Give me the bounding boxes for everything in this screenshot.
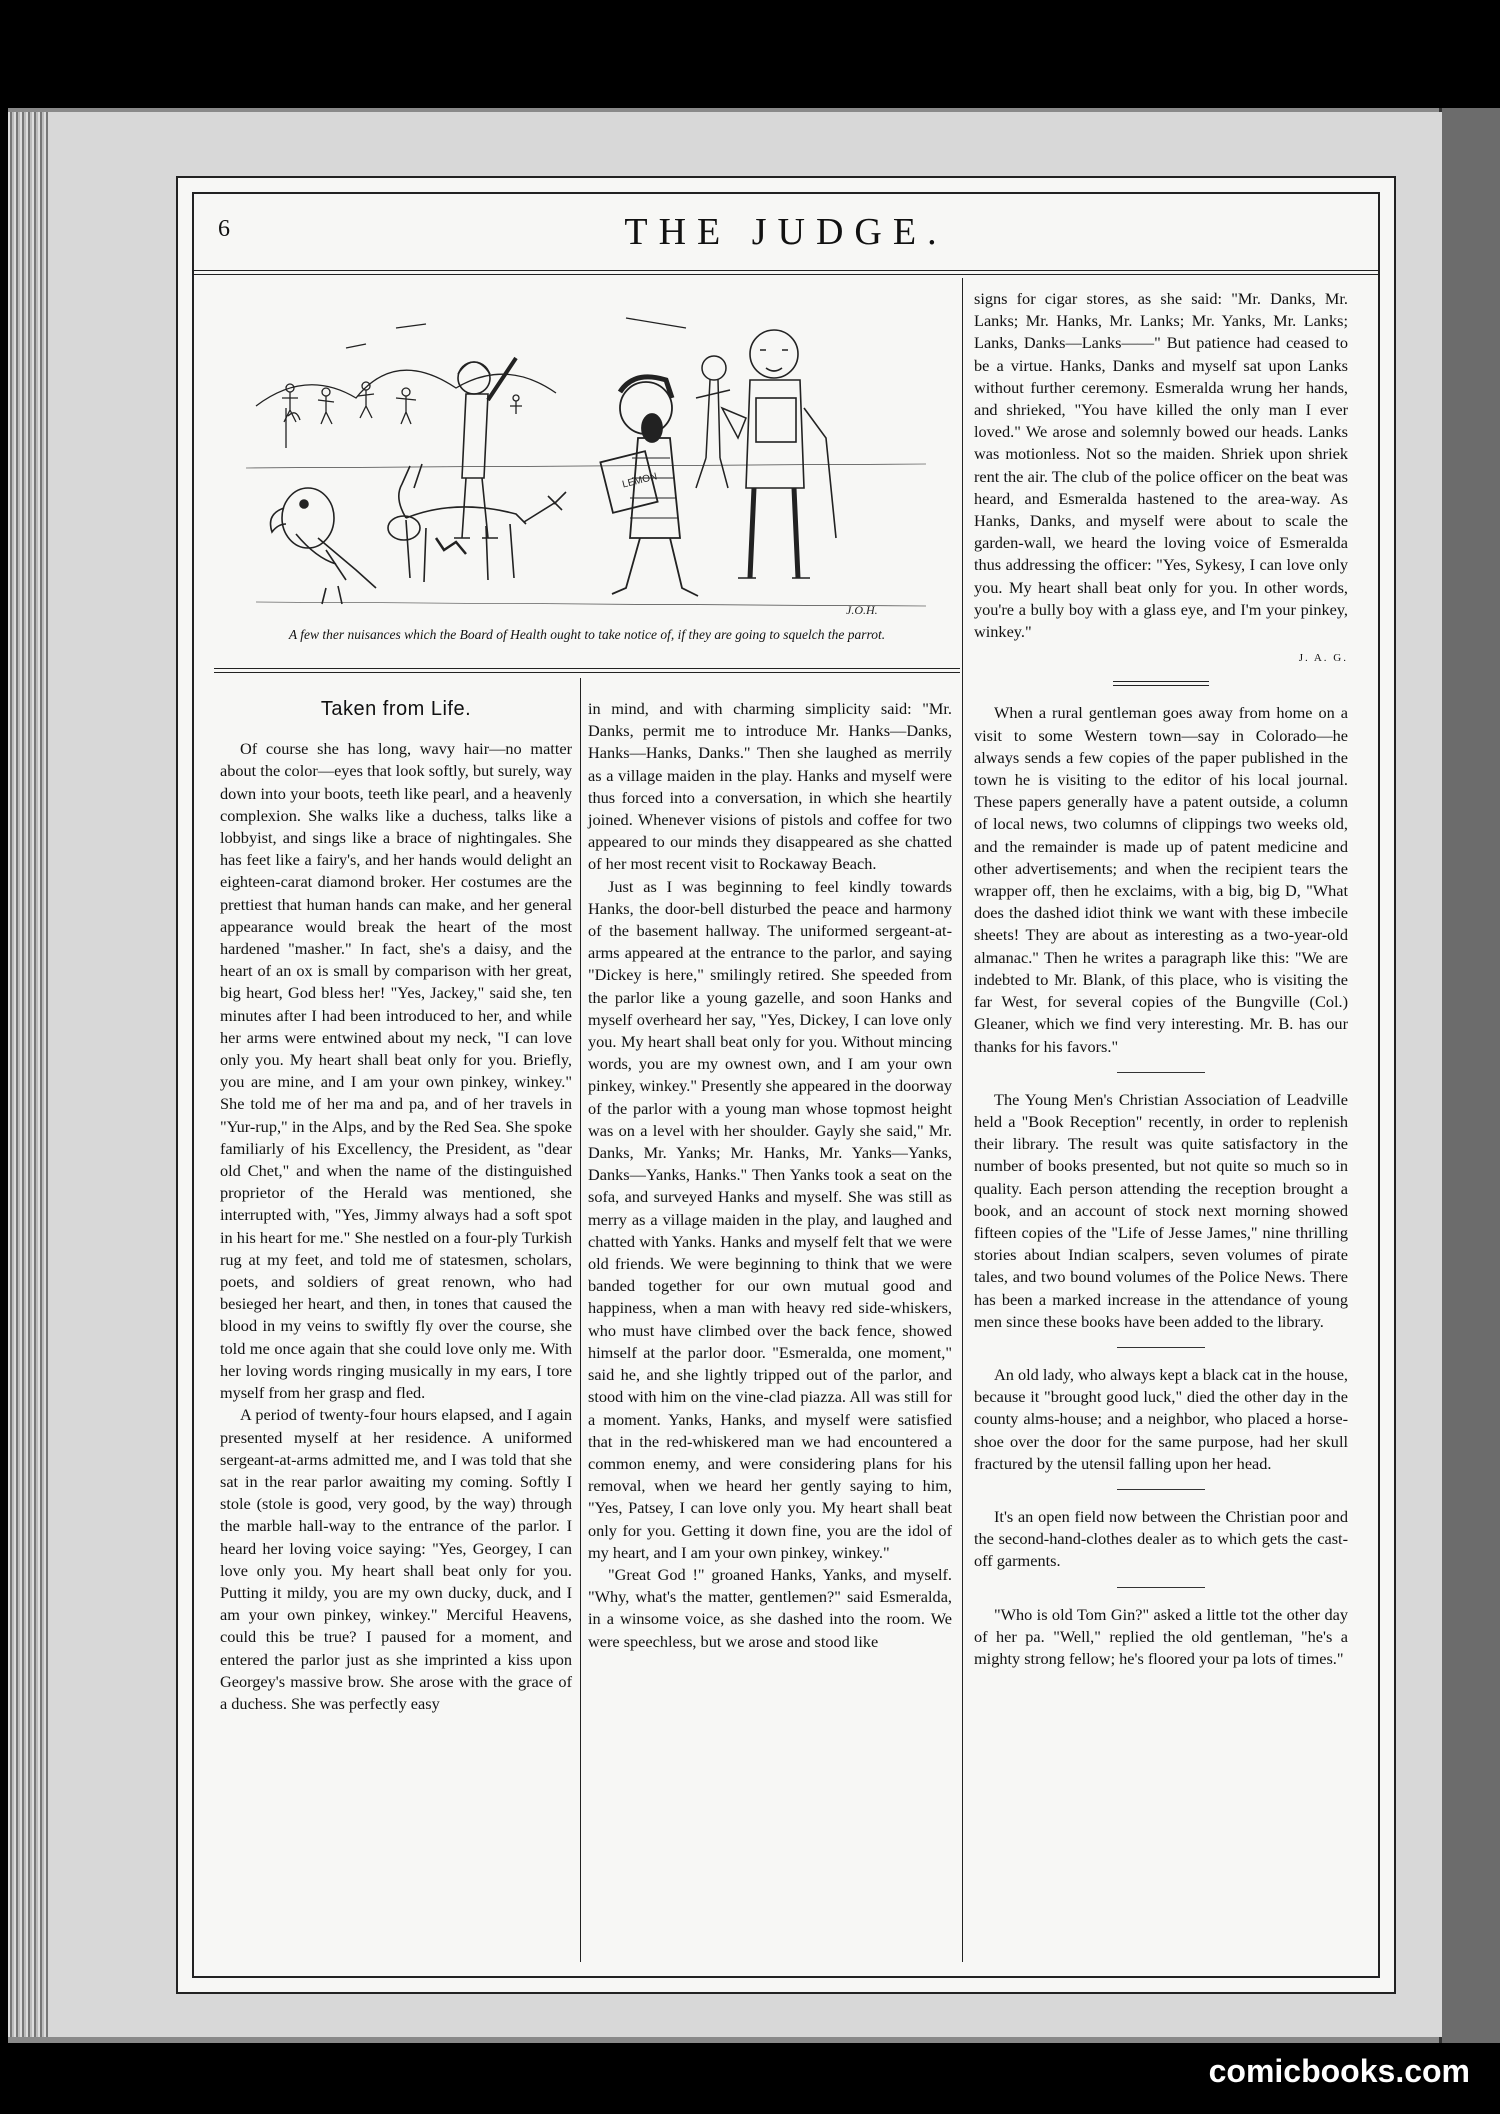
separator-rule [1117,1347,1205,1348]
column-rule-1 [580,678,581,1962]
cartoon-illustration [226,288,948,624]
article-heading: Taken from Life. [320,698,472,720]
cartoon-caption: A few ther nuisances which the Board of Health ought to take notice of, if they are going to squelch the parrot. [288,627,886,642]
separator-rule [1117,1587,1205,1588]
page-edges [8,112,48,2037]
cartoon-signature: J.O.H. [846,603,878,617]
article-paragraph: A period of twenty-four hours elapsed, and I again presented myself at her residence. A uniformed sergeant-at-arms admitted me, and I was told that she sat in the rear parlor awaiting my coming. Softly I stole (stole is good, very good, by the way) through the marble hall-way to the entrance of the parlor. I heard her loving voice saying: "Yes, Georgey, I can love only you. My heart shall beat only for you. Putting it mildy, you are my own ducky, duck, and I am your own pinkey, winkey." Merciful Heavens, could this be true? I paused for a moment, and entered the parlor just as she imprinted a kiss upon Georgey's massive brow. She arose with the grace of a duchess. She was perfectly easy [220,1405,572,1713]
column-1 [220,698,572,1715]
cartoon-sign-text: LEMON [621,471,659,491]
news-item: The Young Men's Christian Association of Leadville held a "Book Reception" recently, in order to replenish their library. The result was quite satisfactory in the number of books presented, but not quite so much so in quality. Each person attending the reception brought a book, and an account of stock next morning showed fifteen copies of the "Life of Jesse James," nine thrilling stories about Indian scalpers, seven volumes of pirate tales, and two bound volumes of the Police News. There has been a marked increase in the attendance of young men since these books have been added to the library. [974,1089,1348,1331]
masthead-rule-2 [192,274,1380,275]
news-item: An old lady, who always kept a black cat in the house, because it "brought good luck," died the other day in the county alms-house; and a neighbor, who placed a horse-shoe over the door for the same purpose, had her skull fractured by the utensil falling upon her head. [974,1364,1348,1473]
column-2 [588,698,952,1653]
article-paragraph: Just as I was beginning to feel kindly towards Hanks, the door-bell disturbed the peace and harmony of the basement hallway. The uniformed sergeant-at-arms appeared at the entrance to the parlor, and saying "Dickey is here," smilingly retired. She speeded from the parlor like a young gazelle, and soon Hanks and myself overheard her say, "Yes, Dickey, I can love only you. My heart shall beat only for you. Without mincing words, you are my ownest own, and I am your own pinkey, winkey." Presently she appeared in the doorway of the parlor with a young man whose topmost height was on a level with her shoulder. Gayly she said," Mr. Danks, Mr. Yanks; Mr. Hanks, Mr. Yanks—Yanks, Danks—Yanks, Hanks." Then Yanks took a seat on the sofa, and surveyed Hanks and myself. She was still as merry as a village maiden in the play, and laughed and chatted with Yanks. Hanks and myself felt that we were old friends. We were beginning to think that we were banded together for our own mutual good and happiness, when a man with heavy red side-whiskers, who must have climbed over the back fence, showed himself at the parlor door. "Esmeralda, one moment," said he, and she lightly tripped out of the parlor, and stood with him on the vine-clad piazza. All was still for a moment. Yanks, Hanks, and myself were satisfied that in the red-whiskered man we had encountered a common enemy, and were considering plans for his removal, when we heard her gently saying to him, "Yes, Patsey, I can love only you. My heart shall beat only for you. Getting it down fine, you are the idol of my heart, and I am your own pinkey, winkey." [588,876,952,1562]
article-paragraph: Of course she has long, wavy hair—no matter about the color—eyes that look softly, but surely, way down into your boots, teeth like pearl, and a heavenly complexion. She walks like a duchess, talks like a lobbyist, and sings like a brace of nightingales. She has feet like a fairy's, and her hands would delight an eighteen-carat diamond broker. Her costumes are the prettiest that human hands can make, and her general appearance would break the heart of the most hardened "masher." In fact, she's a daisy, and the heart of an ox is small by comparison with her great, big heart, God bless her! "Yes, Jackey," said she, ten minutes after I had been introduced to her, and while her arms were entwined about my neck, "I can love only you. My heart shall beat only for you. Briefly, you are mine, and I am your own pinkey, winkey." She told me of her ma and pa, and of her travels in "Yur-rup," in the Alps, and by the Red Sea. She spoke familiarly of his Excellency, the President, as "dear old Chet," and when the name of the distinguished proprietor of the Herald was mentioned, she interrupted with, "Yes, Jimmy always had a soft spot in his heart for me." She nestled on a four-ply Turkish rug at my feet, and told me of statesmen, scholars, poets, and soldiers of great renown, who had besieged her heart, and then, in tones that caused the blood in my veins to swiftly fly over the course, she told me once again that she could love only me. With her loving words ringing musically in my ears, I tore myself from her grasp and fled. [220,739,572,1403]
cartoon-rule-2 [214,672,960,673]
masthead: THE JUDGE. [624,211,948,253]
article-paragraph-continued: signs for cigar stores, as she said: "Mr. Danks, Mr. Lanks; Mr. Hanks, Mr. Lanks; Mr. Yanks, Mr. Lanks; Lanks, Danks—Lanks——" But patience had ceased to be a virtue. Hanks, Danks and myself sat upon Lanks without further ceremony. Esmeralda wrung her hands, and shrieked, "You have killed the only man I ever loved." We arose and solemnly bowed our heads. Lanks was motionless. Not so the maiden. Shriek upon shriek rent the air. The club of the police officer on the beat was heard, and Esmeralda hastened to the area-way. As Hanks, Danks, and myself were about to scale the garden-wall, we heard the loving voice of Esmeralda thus addressing the officer: "Yes, Sykesy, I can love only you. My heart shall beat only for you. In other words, you're a bully boy with a glass eye, and I'm your pinkey, winkey." [974,289,1348,642]
cartoon-drawing [226,288,948,624]
article-paragraph: "Great God !" groaned Hanks, Yanks, and myself. "Why, what's the matter, gentlemen?" said Esmeralda, in a winsome voice, as she dashed into the room. We were speechless, but we arose and stood like [588,1564,952,1651]
page-number: 6 [218,216,230,242]
watermark: comicbooks.com [1208,2053,1470,2089]
column-3 [974,288,1348,1670]
separator-rule [1117,1072,1205,1073]
column-rule-2 [962,278,963,1962]
article-paragraph-continued: in mind, and with charming simplicity said: "Mr. Danks, permit me to introduce Mr. Hanks—Danks, Hanks—Hanks, Danks." Then she laughed as merrily as a village maiden in the play. Hanks and myself were thus forced into a conversation, in which she heartily joined. Whenever visions of pistols and coffee for two appeared to our minds they disappeared as she chatted of her most recent visit to Rockaway Beach. [588,699,952,874]
separator-double-rule [1113,681,1209,686]
article-signature: J. A. G. [1298,652,1348,665]
news-item: When a rural gentleman goes away from home on a visit to some Western town—say in Colorado—he always sends a few copies of the paper published in the town he is visiting to the editor of his local journal. These papers generally have a patent outside, a column of local news, two columns of clippings two weeks old, and the remainder is made up of patent medicine and other advertisements; and when the recipient tears the wrapper off, then he exclaims, with a big, big D, "What does the dashed idiot think we want with these imbecile sheets! They are about as interesting as a two-year-old almanac." Then he writes a paragraph like this: "We are indebted to Mr. Blank, of this place, who is visiting the far West, for several copies of the Bungville (Col.) Gleaner, which we find very interesting. Mr. B. has our thanks for his favors." [974,703,1348,1056]
masthead-rule [192,270,1380,271]
newspaper-page [176,176,1396,1994]
book-cover-edge [1439,108,1500,2043]
news-item: "Who is old Tom Gin?" asked a little tot the other day of her pa. "Well," replied the old gentleman, "he's a mighty strong fellow; he's floored your pa lots of times." [974,1604,1348,1668]
news-item: It's an open field now between the Christian poor and the second-hand-clothes dealer as to which gets the cast-off garments. [974,1506,1348,1571]
separator-rule [1117,1489,1205,1490]
cartoon-rule [214,668,960,669]
